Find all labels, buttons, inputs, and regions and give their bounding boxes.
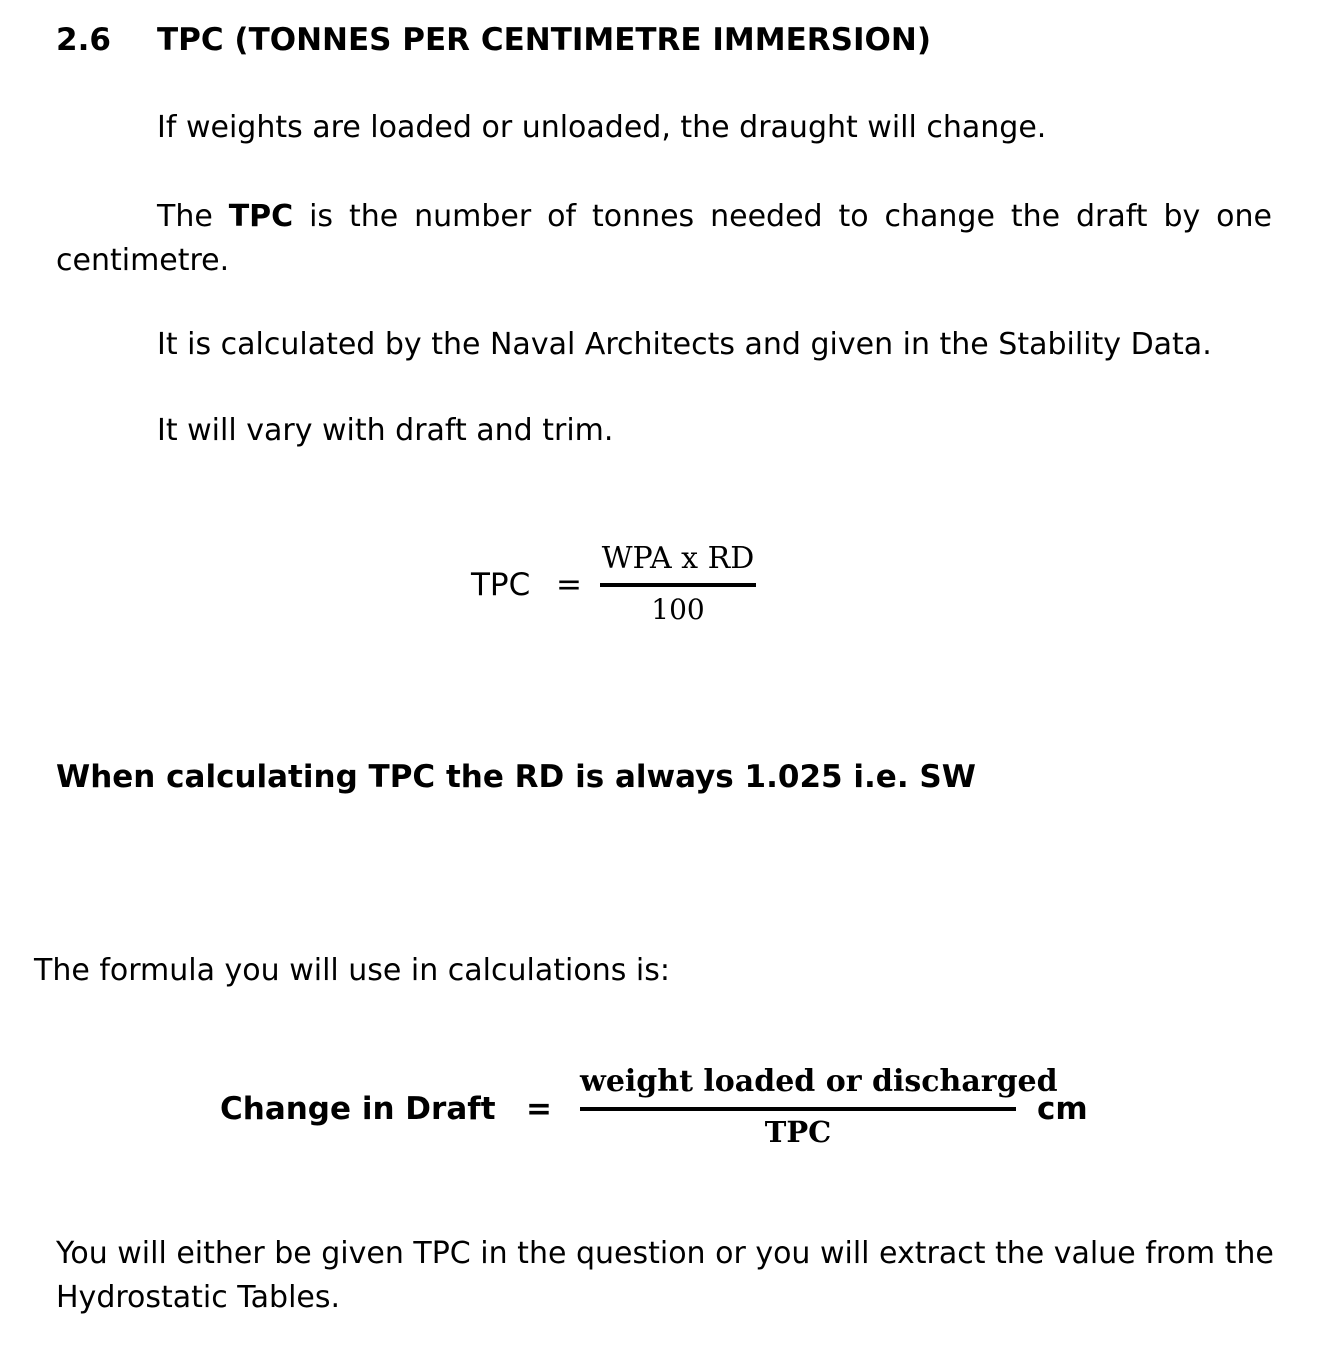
draft-formula-denominator: TPC <box>764 1115 832 1149</box>
paragraph-calculated-by: It is calculated by the Naval Architects and given in the Stability Data. <box>157 327 1212 362</box>
tpc-definition-term: TPC <box>228 199 294 234</box>
tpc-formula-lhs: TPC <box>471 567 531 603</box>
tpc-definition-lead: The <box>157 199 229 234</box>
paragraph-vary-with-draft: It will vary with draft and trim. <box>157 413 614 448</box>
draft-formula-unit: cm <box>1037 1091 1088 1127</box>
draft-formula-lhs: Change in Draft <box>220 1091 496 1127</box>
tpc-formula-equals: = <box>556 567 582 603</box>
draft-formula-numerator: weight loaded or discharged <box>580 1064 1058 1099</box>
tpc-formula-fraction-bar <box>600 583 756 587</box>
tpc-definition-rest: is the number of tonnes needed to change the draft by one centimetre. <box>56 199 1272 278</box>
section-number: 2.6 <box>56 22 111 58</box>
paragraph-closing: You will either be given TPC in the question or you will extract the value from the Hydrostatic Tables. <box>56 1236 1274 1315</box>
paragraph-tpc-definition <box>56 195 1272 283</box>
tpc-formula-numerator: WPA x RD <box>601 541 755 576</box>
paragraph-draught-change: If weights are loaded or unloaded, the draught will change. <box>157 110 1047 145</box>
section-title: TPC (TONNES PER CENTIMETRE IMMERSION) <box>157 22 931 58</box>
tpc-formula-denominator: 100 <box>651 593 705 626</box>
draft-formula-equals: = <box>526 1091 552 1127</box>
draft-formula-fraction-bar <box>580 1107 1016 1111</box>
formula-intro: The formula you will use in calculations is: <box>34 953 670 988</box>
rd-note: When calculating TPC the RD is always 1.025 i.e. SW <box>56 759 976 795</box>
